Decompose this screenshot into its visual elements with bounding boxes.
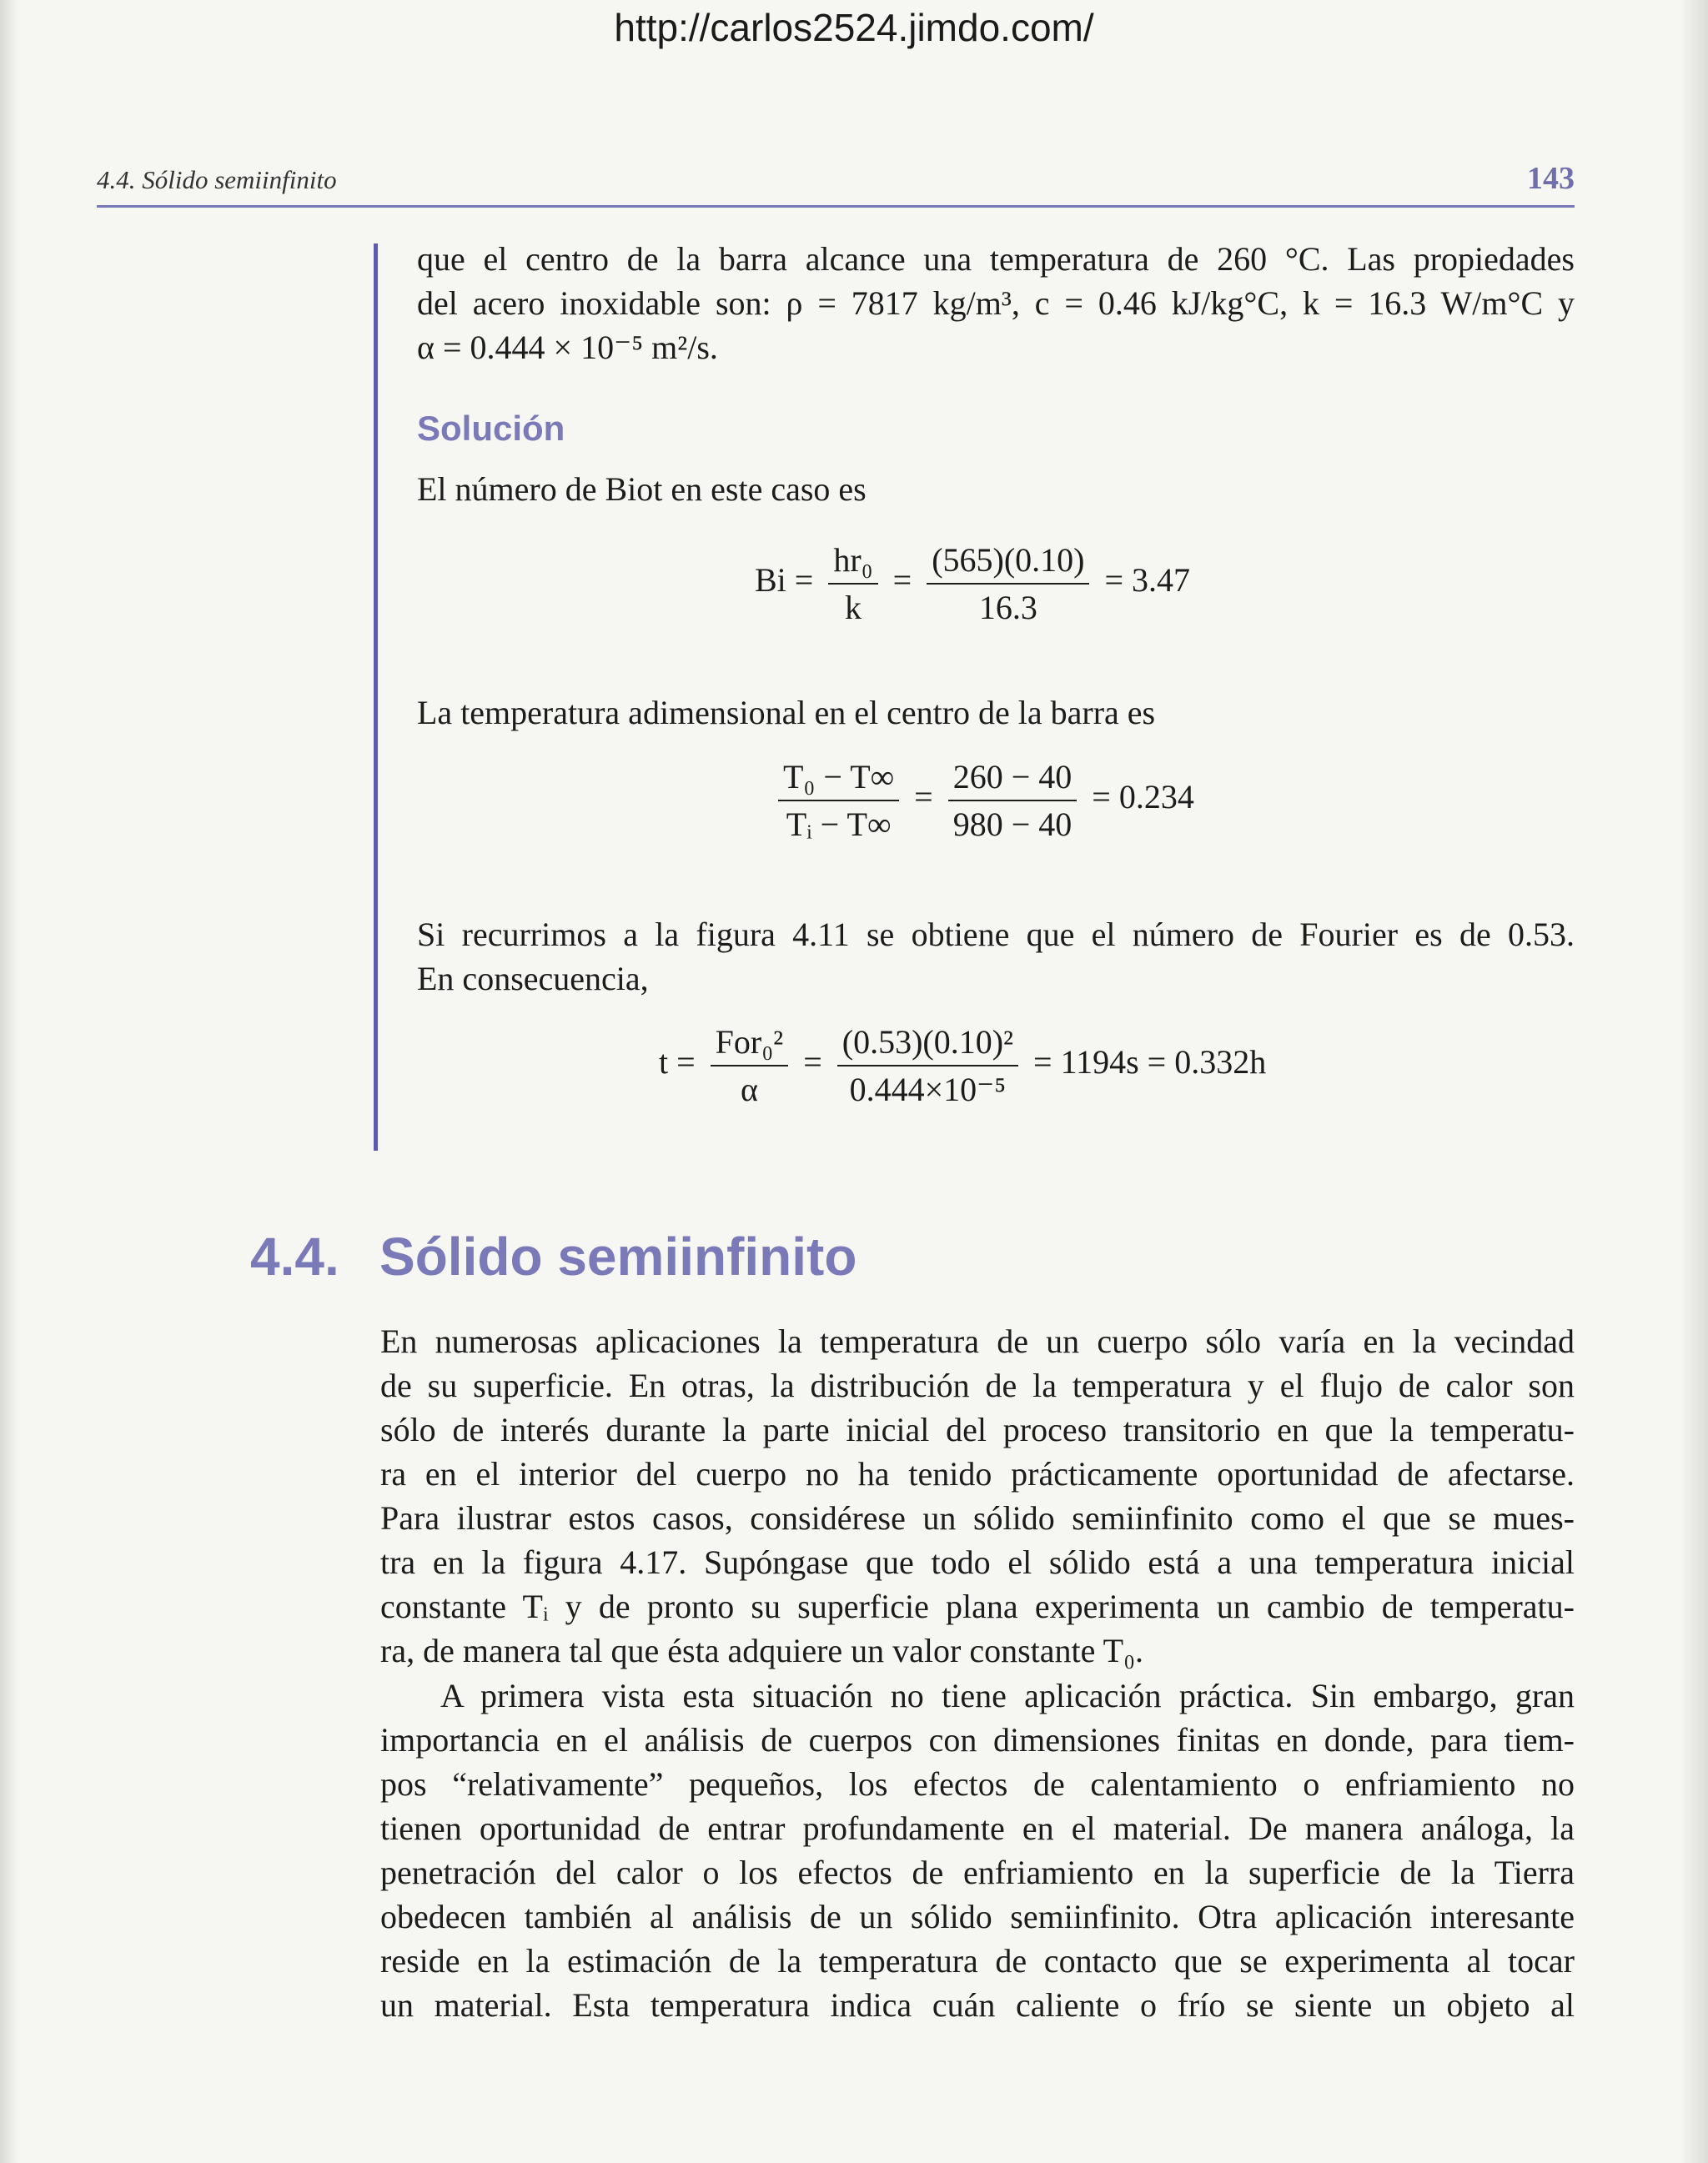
biot-intro [417, 467, 1575, 511]
fraction [778, 757, 899, 844]
eq-equals: = [914, 778, 933, 816]
text-line: penetración del calor o los efectos de enfriamiento en la superficie de la Tierra [380, 1854, 1575, 1891]
eq-equals: = [892, 561, 912, 600]
denominator: Tᵢ − T∞ [786, 805, 892, 843]
text-line: En numerosas aplicaciones la temperatura de un cuerpo sólo varía en la vecindad [380, 1322, 1575, 1360]
numerator: (0.53)(0.10)² [837, 1022, 1018, 1066]
source-url: http://carlos2524.jimdo.com/ [614, 6, 1094, 49]
fourier-paragraph [417, 912, 1575, 1001]
denominator: 0.444×10⁻⁵ [849, 1071, 1007, 1108]
denominator: 16.3 [978, 589, 1037, 626]
eq-rhs: = 3.47 [1104, 561, 1191, 600]
section-paragraph-2 [380, 1674, 1575, 2027]
eq-lhs: t = [659, 1043, 696, 1082]
text-line: sólo de interés durante la parte inicial del proceso transitorio en que la temperatu- [380, 1411, 1575, 1448]
denominator: α [740, 1071, 758, 1108]
running-header [97, 160, 1575, 208]
running-header-title: 4.4. Sólido semiinfinito [97, 165, 337, 194]
text-line: ra, de manera tal que ésta adquiere un valor constante T₀. [380, 1632, 1144, 1669]
text-line: tra en la figura 4.17. Supóngase que todo el sólido está a una temperatura inicial [380, 1543, 1575, 1581]
text-line: que el centro de la barra alcance una temperatura de 260 °C. Las propiedades [417, 240, 1575, 278]
fraction [927, 540, 1089, 627]
denominator: k [844, 589, 862, 626]
text-line: El número de Biot en este caso es [417, 470, 867, 508]
temp-intro [417, 690, 1575, 735]
eq-lhs: Bi = [755, 561, 814, 600]
eq-equals: = [803, 1043, 822, 1082]
time-equation [659, 1022, 1266, 1109]
text-line: α = 0.444 × 10⁻⁵ m²/s. [417, 329, 718, 366]
page-number: 143 [1527, 161, 1575, 196]
text-line: reside en la estimación de la temperatura de contacto que se experimenta al tocar [380, 1942, 1575, 1980]
text-line: obedecen también al análisis de un sólido semiinfinito. Otra aplicación interesante [380, 1898, 1575, 1935]
numerator: 260 − 40 [948, 757, 1078, 801]
section-paragraph-1 [380, 1319, 1575, 1673]
text-line: En consecuencia, [417, 960, 649, 997]
fraction [948, 757, 1078, 844]
text-line: un material. Esta temperatura indica cuán caliente o frío se siente un objeto al [380, 1986, 1575, 2024]
text-line: ra en el interior del cuerpo no ha tenido prácticamente oportunidad de afectarse. [380, 1455, 1575, 1493]
fraction [828, 540, 877, 627]
section-number: 4.4. [250, 1227, 339, 1287]
numerator: hr₀ [828, 540, 877, 585]
text-line: Para ilustrar estos casos, considérese un sólido semiinfinito como el que se mues- [380, 1499, 1575, 1537]
dimensionless-temp-equation [771, 757, 1194, 844]
biot-equation [755, 540, 1190, 627]
example-paragraph [417, 237, 1575, 369]
text-line: del acero inoxidable son: ρ = 7817 kg/m³, c = 0.46 kJ/kg°C, k = 16.3 W/m°C y [417, 284, 1575, 322]
denominator: 980 − 40 [952, 805, 1073, 843]
text-line: A primera vista esta situación no tiene aplicación práctica. Sin embargo, gran [440, 1677, 1575, 1714]
section-title: Sólido semiinfinito [379, 1227, 857, 1287]
eq-rhs: = 0.234 [1092, 778, 1194, 816]
text-line: de su superficie. En otras, la distribución de la temperatura y el flujo de calor son [380, 1367, 1575, 1404]
text-line: pos “relativamente” pequeños, los efectos de calentamiento o enfriamiento no [380, 1765, 1575, 1803]
text-line: Si recurrimos a la figura 4.11 se obtiene que el número de Fourier es de 0.53. [417, 916, 1575, 953]
numerator: T₀ − T∞ [778, 757, 899, 801]
fraction [711, 1022, 789, 1109]
page-edge-shadow-right [1680, 0, 1708, 2163]
fraction [837, 1022, 1018, 1109]
numerator: (565)(0.10) [927, 540, 1089, 585]
text-line: tienen oportunidad de entrar profundamente en el material. De manera análoga, la [380, 1809, 1575, 1847]
example-sidebar-rule [374, 243, 378, 1151]
text-line: constante Tᵢ y de pronto su superficie plana experimenta un cambio de temperatu- [380, 1588, 1575, 1625]
text-line: La temperatura adimensional en el centro de la barra es [417, 694, 1156, 731]
text-line: importancia en el análisis de cuerpos con dimensiones finitas en donde, para tiem- [380, 1721, 1575, 1759]
solution-heading: Solución [417, 409, 565, 448]
eq-rhs: = 1194s = 0.332h [1033, 1043, 1267, 1082]
numerator: For₀² [711, 1022, 789, 1066]
page-edge-shadow-left [0, 0, 18, 2163]
